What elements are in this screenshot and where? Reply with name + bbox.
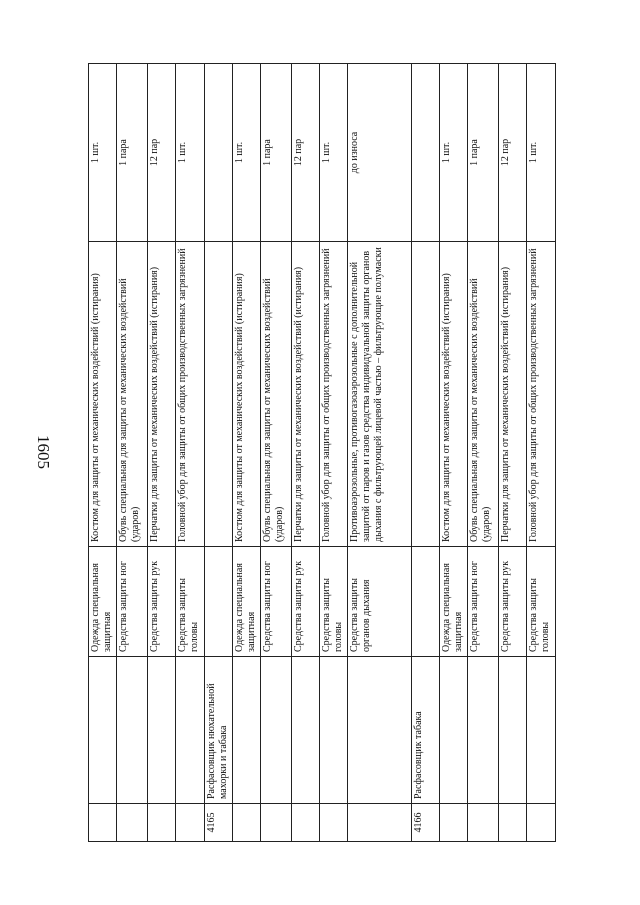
issue-norm: 12 пар xyxy=(148,64,176,242)
profession-name: Расфасовщик табака xyxy=(412,657,440,804)
row-number: 4165 xyxy=(205,804,233,842)
ppe-item: Противоаэрозольные, противогазоаэрозольные с дополнительной защитой от паров и газов средства индивидуальной защиты органов дыхания с фильтрующей лицевой частью – фильтрующие полумаски xyxy=(348,242,412,547)
row-number xyxy=(468,804,499,842)
profession-name xyxy=(233,657,261,804)
profession-name xyxy=(117,657,148,804)
table-row xyxy=(412,64,440,842)
issue-norm: 1 пара xyxy=(117,64,148,242)
ppe-item: Обувь специальная для защиты от механических воздействий (ударов) xyxy=(261,242,292,547)
table-row xyxy=(176,64,205,842)
ppe-type: Одежда специальная защитная xyxy=(89,547,117,657)
profession-name xyxy=(261,657,292,804)
profession-name xyxy=(499,657,527,804)
issue-norm: до износа xyxy=(348,64,412,242)
issue-norm xyxy=(412,64,440,242)
profession-name xyxy=(292,657,320,804)
row-number xyxy=(527,804,556,842)
row-number xyxy=(261,804,292,842)
table-row xyxy=(348,64,412,842)
row-number xyxy=(176,804,205,842)
row-number xyxy=(117,804,148,842)
table-row xyxy=(468,64,499,842)
row-number xyxy=(320,804,348,842)
issue-norm: 12 пар xyxy=(499,64,527,242)
ppe-item: Перчатки для защиты от механических воздействий (истирания) xyxy=(499,242,527,547)
ppe-type: Средства защиты головы xyxy=(176,547,205,657)
profession-name xyxy=(440,657,468,804)
row-number xyxy=(148,804,176,842)
ppe-item: Костюм для защиты от механических воздействий (истирания) xyxy=(89,242,117,547)
ppe-item xyxy=(412,242,440,547)
row-number xyxy=(440,804,468,842)
table-row xyxy=(148,64,176,842)
ppe-item: Костюм для защиты от механических воздействий (истирания) xyxy=(440,242,468,547)
row-number xyxy=(499,804,527,842)
ppe-type: Средства защиты головы xyxy=(527,547,556,657)
profession-name xyxy=(527,657,556,804)
issue-norm: 1 шт. xyxy=(176,64,205,242)
issue-norm: 1 шт. xyxy=(440,64,468,242)
ppe-type: Одежда специальная защитная xyxy=(233,547,261,657)
table-row xyxy=(527,64,556,842)
table-row xyxy=(292,64,320,842)
ppe-item: Головной убор для защиты от общих производственных загрязнений xyxy=(320,242,348,547)
rotated-table-container xyxy=(88,64,553,842)
ppe-type: Средства защиты рук xyxy=(148,547,176,657)
table-row xyxy=(89,64,117,842)
row-number: 4166 xyxy=(412,804,440,842)
row-number xyxy=(89,804,117,842)
ppe-item: Обувь специальная для защиты от механических воздействий (ударов) xyxy=(468,242,499,547)
ppe-item: Головной убор для защиты от общих производственных загрязнений xyxy=(527,242,556,547)
ppe-item: Костюм для защиты от механических воздействий (истирания) xyxy=(233,242,261,547)
ppe-item xyxy=(205,242,233,547)
ppe-item: Головной убор для защиты от общих производственных загрязнений xyxy=(176,242,205,547)
table-row xyxy=(205,64,233,842)
issue-norm xyxy=(205,64,233,242)
ppe-item: Обувь специальная для защиты от механических воздействий (ударов) xyxy=(117,242,148,547)
row-number xyxy=(233,804,261,842)
row-number xyxy=(348,804,412,842)
profession-name xyxy=(320,657,348,804)
issue-norm: 1 пара xyxy=(261,64,292,242)
table-row xyxy=(233,64,261,842)
ppe-type: Средства защиты головы xyxy=(320,547,348,657)
ppe-type xyxy=(205,547,233,657)
table-row xyxy=(440,64,468,842)
table-row xyxy=(117,64,148,842)
ppe-item: Перчатки для защиты от механических воздействий (истирания) xyxy=(292,242,320,547)
profession-name: Расфасовщик нюхательной махорки и табака xyxy=(205,657,233,804)
ppe-item: Перчатки для защиты от механических воздействий (истирания) xyxy=(148,242,176,547)
profession-name xyxy=(176,657,205,804)
ppe-type: Средства защиты рук xyxy=(499,547,527,657)
profession-name xyxy=(89,657,117,804)
issue-norm: 1 шт. xyxy=(320,64,348,242)
ppe-type: Средства защиты ног xyxy=(117,547,148,657)
ppe-type: Средства защиты органов дыхания xyxy=(348,547,412,657)
page-number: 1605 xyxy=(34,435,53,469)
issue-norm: 1 шт. xyxy=(233,64,261,242)
ppe-type: Средства защиты ног xyxy=(468,547,499,657)
profession-name xyxy=(148,657,176,804)
issue-norm: 1 шт. xyxy=(527,64,556,242)
table-row xyxy=(320,64,348,842)
issue-norm: 12 пар xyxy=(292,64,320,242)
table-body xyxy=(89,64,556,842)
ppe-type: Одежда специальная защитная xyxy=(440,547,468,657)
ppe-type: Средства защиты рук xyxy=(292,547,320,657)
issue-norm: 1 шт. xyxy=(89,64,117,242)
profession-name xyxy=(348,657,412,804)
issue-norm: 1 пара xyxy=(468,64,499,242)
table-row xyxy=(261,64,292,842)
ppe-norms-table xyxy=(88,63,556,842)
table-row xyxy=(499,64,527,842)
profession-name xyxy=(468,657,499,804)
ppe-type: Средства защиты ног xyxy=(261,547,292,657)
ppe-type xyxy=(412,547,440,657)
row-number xyxy=(292,804,320,842)
